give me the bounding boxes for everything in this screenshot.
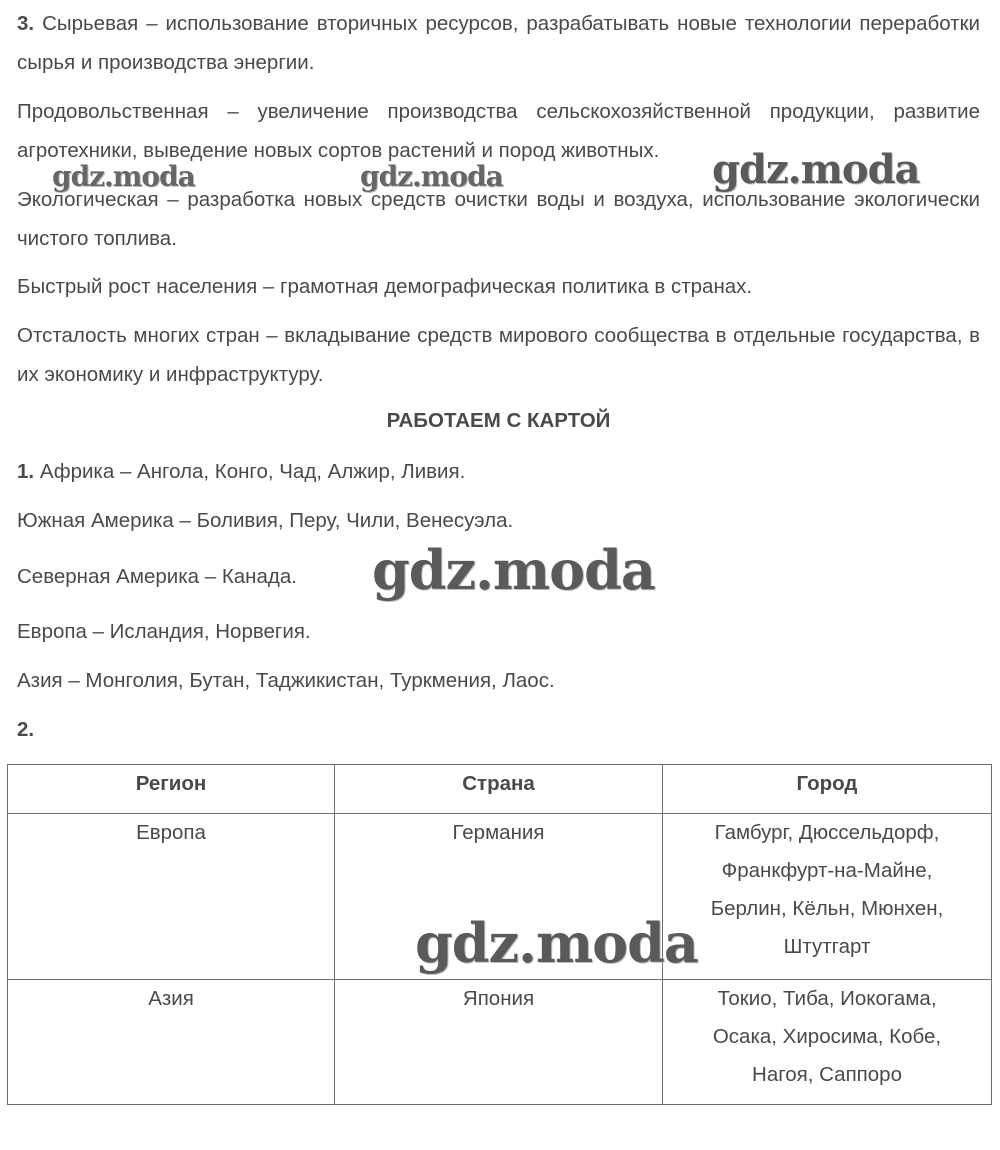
cell-country: Япония <box>335 980 663 1105</box>
list-item-south-america: Южная Америка – Боливия, Перу, Чили, Венесуэла. <box>17 509 514 532</box>
city-line: Нагоя, Саппоро <box>752 1063 902 1086</box>
list-item-north-america: Северная Америка – Канада. <box>17 565 297 588</box>
city-line: Гамбург, Дюссельдорф, <box>714 821 940 844</box>
header-country: Страна <box>335 765 663 814</box>
cell-cities <box>663 814 992 980</box>
header-region: Регион <box>8 765 335 814</box>
section-heading: РАБОТАЕМ С КАРТОЙ <box>386 409 611 432</box>
watermark: gdz.moda <box>360 160 503 193</box>
list-item-text: Африка – Ангола, Конго, Чад, Алжир, Ливия. <box>39 460 466 483</box>
paragraph-backwardness: Отсталость многих стран – вкладывание средств мирового сообщества в отдельные государства, в их экономику и инфраструктуру. <box>17 324 980 386</box>
list-item-africa <box>17 460 465 484</box>
list-item-europe: Европа – Исландия, Норвегия. <box>17 620 311 643</box>
cell-region: Европа <box>8 814 335 980</box>
watermark: gdz.moda <box>52 160 195 193</box>
cell-cities <box>663 980 992 1105</box>
watermark: gdz.moda <box>372 538 655 602</box>
city-line: Штутгарт <box>783 935 871 958</box>
table-header-row <box>8 765 992 814</box>
watermark: gdz.moda <box>415 911 698 975</box>
cell-country: Германия <box>335 814 663 980</box>
list-item-asia: Азия – Монголия, Бутан, Таджикистан, Туркмения, Лаос. <box>17 669 555 692</box>
city-line: Осака, Хиросима, Кобе, <box>712 1025 942 1048</box>
paragraph-population: Быстрый рост населения – грамотная демографическая политика в странах. <box>17 275 753 298</box>
city-line: Токио, Тиба, Иокогама, <box>717 987 937 1010</box>
watermark: gdz.moda <box>712 146 920 193</box>
paragraph-raw-materials <box>17 4 980 82</box>
header-city: Город <box>663 765 992 814</box>
table-row <box>8 980 992 1105</box>
cell-region: Азия <box>8 980 335 1105</box>
city-line: Франкфурт-на-Майне, <box>721 859 933 882</box>
paragraph-text: Сырьевая – использование вторичных ресурсов, разрабатывать новые технологии переработки сырья и производства энергии. <box>17 12 980 74</box>
task-number: 2. <box>17 718 35 741</box>
task-number: 1. <box>17 460 35 483</box>
city-line: Берлин, Кёльн, Мюнхен, <box>710 897 944 920</box>
section-number: 3. <box>17 12 35 35</box>
paragraph-food: Продовольственная – увеличение производства сельскохозяйственной продукции, развитие агротехники, выведение новых сортов растений и пород животных. <box>17 100 980 162</box>
paragraph-ecology: Экологическая – разработка новых средств очистки воды и воздуха, использование экологически чистого топлива. <box>17 188 980 250</box>
